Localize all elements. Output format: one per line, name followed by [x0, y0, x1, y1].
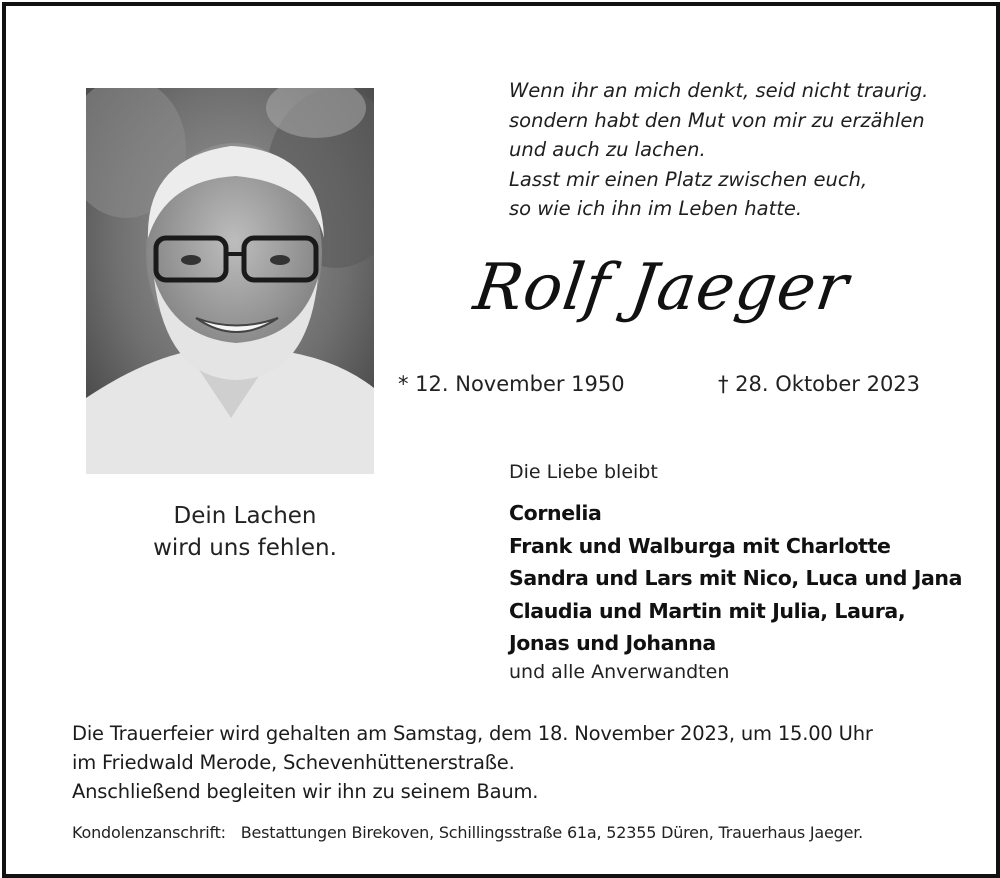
- family-member: Sandra und Lars mit Nico, Luca und Jana: [509, 566, 963, 590]
- family-members: [509, 497, 969, 660]
- condolence-value: Bestattungen Birekoven, Schillingsstraße 61a, 52355 Düren, Trauerhaus Jaeger.: [240, 823, 864, 842]
- family-member: Claudia und Martin mit Julia, Laura,: [509, 598, 906, 623]
- poem-line: und auch zu lachen.: [509, 138, 706, 161]
- portrait-photo-icon: [86, 88, 374, 474]
- family-intro: Die Liebe bleibt: [509, 461, 658, 483]
- obituary-notice: [2, 2, 1000, 878]
- death-date: † 28. Oktober 2023: [718, 372, 921, 396]
- family-member: Cornelia: [509, 501, 602, 525]
- caption-line: wird uns fehlen.: [153, 535, 337, 561]
- service-line: im Friedwald Merode, Schevenhüttenerstraße.: [72, 751, 515, 774]
- poem-line: Wenn ihr an mich denkt, seid nicht traurig.: [509, 79, 929, 102]
- deceased-name: Rolf Jaeger: [469, 251, 854, 325]
- family-member: Jonas und Johanna: [509, 631, 716, 655]
- poem: [509, 76, 969, 224]
- portrait-photo: [86, 88, 374, 474]
- photo-caption: [86, 500, 404, 564]
- service-line: Anschließend begleiten wir ihn zu seinem Baum.: [72, 780, 539, 803]
- poem-line: Lasst mir einen Platz zwischen euch,: [509, 167, 868, 191]
- poem-line: sondern habt den Mut von mir zu erzählen: [509, 108, 925, 132]
- caption-line: Dein Lachen: [173, 503, 317, 529]
- condolence-address: [72, 821, 972, 845]
- funeral-service-info: [72, 719, 972, 806]
- family-member: Frank und Walburga mit Charlotte: [509, 533, 891, 558]
- birth-date: * 12. November 1950: [398, 372, 625, 396]
- family-outro: und alle Anverwandten: [509, 661, 730, 683]
- poem-line: so wie ich ihn im Leben hatte.: [509, 197, 803, 220]
- service-line: Die Trauerfeier wird gehalten am Samstag, dem 18. November 2023, um 15.00 Uhr: [72, 722, 873, 745]
- condolence-label: Kondolenzanschrift:: [72, 823, 226, 842]
